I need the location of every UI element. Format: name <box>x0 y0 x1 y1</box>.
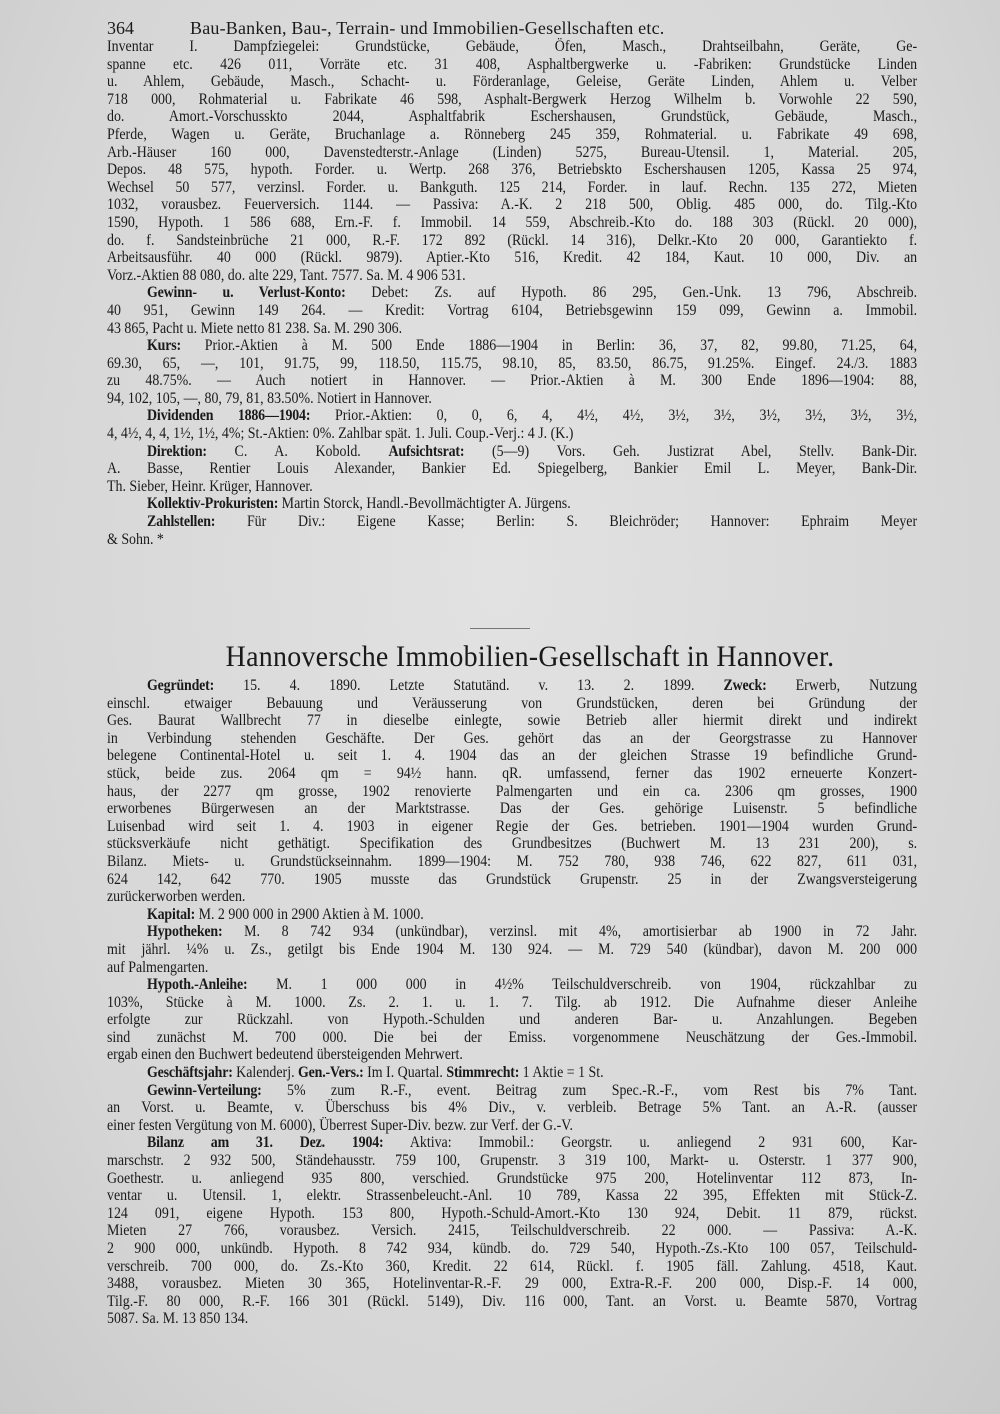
text-run: Kalenderj. <box>232 1064 299 1082</box>
text-line <box>107 1310 917 1328</box>
text-line <box>107 513 917 531</box>
text-run: Aktiva: Immobil.: Georgstr. u. anliegend 2 931 600, Kar- <box>383 1134 918 1152</box>
text-run: 1032, vorausbez. Feuerversich. 1144. — Passiva: A.-K. 2 218 500, Oblig. 485 000, do. Tilg.-Kto <box>107 196 918 214</box>
text-line <box>107 853 917 871</box>
text-line <box>107 355 917 373</box>
text-line <box>107 372 917 390</box>
section-label: Geschäftsjahr: <box>147 1064 233 1082</box>
section-label: Gewinn- u. Verlust-Konto: <box>147 284 346 302</box>
text-line <box>107 38 917 56</box>
text-run: verschreib. 700 000, do. Zs.-Kto 360, Kredit. 22 614, Rückl. f. 1905 fäll. Zahlung. 4518, Kaut. <box>107 1257 918 1275</box>
text-run: Im I. Quartal. <box>363 1064 447 1082</box>
company-entry <box>107 677 917 1328</box>
text-line <box>107 1152 917 1170</box>
text-line <box>107 765 917 783</box>
text-run: erfolgte zur Rückzahl. von Hypoth.-Schulden und anderen Bar- u. Anzahlungen. Begeben <box>107 1011 918 1029</box>
text-run: u. Ahlem, Gebäude, Masch., Schacht- u. Förderanlage, Geleise, Geräte Linden, Ahlem u. Velber <box>107 73 918 91</box>
text-run: ergab einen den Buchwert bedeutend übersteigenden Mehrwert. <box>107 1046 463 1064</box>
text-line <box>107 495 917 513</box>
text-run: 94, 102, 105, —, 80, 79, 81, 83.50%. Notiert in Hannover. <box>107 389 432 407</box>
text-run: 2 900 000, unkündb. Hypoth. 8 742 934, kündb. do. 729 540, Hypoth.-Zs.-Kto 100 057, Teilschuld- <box>107 1240 918 1257</box>
text-line <box>107 249 917 267</box>
text-run: 3488, vorausbez. Mieten 30 365, Hotelinventar-R.-F. 29 000, Extra-R.-F. 200 000, Disp.-F. 14 000, <box>107 1275 918 1293</box>
text-run: an Vorst. u. Beamte, v. Überschuss bis 4% Div., v. verbleib. Betrage 5% Tant. an A.-R. (ausser <box>107 1099 918 1117</box>
text-line <box>107 677 917 695</box>
text-line <box>107 1134 917 1152</box>
paragraph <box>107 284 917 337</box>
text-run: M. 8 742 934 (unkündbar), verzinsl. mit 4%, amortisierbar ab 1900 in 72 Jahr. <box>222 923 918 941</box>
text-line <box>107 443 917 461</box>
text-run: 40 951, Gewinn 149 264. — Kredit: Vortrag 6104, Betriebsgewinn 159 099, Gewinn a. Immobil. <box>107 301 918 319</box>
text-line <box>107 783 917 801</box>
text-run: do. f. Sandsteinbrüche 21 000, R.-F. 172 892 (Rückl. 14 316), Delkr.-Kto 20 000, Garantiekto f. <box>107 231 918 249</box>
text-run: sind zunächst M. 700 000. Die bei der Emiss. vorgenommene Neuschätzung der Ges.-Immobil. <box>107 1028 918 1046</box>
section-label: Gegründet: <box>147 677 215 694</box>
text-run: 43 865, Pacht u. Miete netto 81 238. Sa. M. 290 306. <box>107 319 403 337</box>
text-run: spanne etc. 426 011, Vorräte etc. 31 408, Asphaltbergwerke u. -Fabriken: Grundstücke Linden <box>107 55 918 73</box>
paragraph <box>107 923 917 976</box>
text-run: Ges. Baurat Wallbrecht 77 in dieselbe einlegte, sowie Betrieb aller hiermit direkt und indirekt <box>107 712 918 730</box>
text-run: mit jährl. ¼% u. Zs., getilgt bis Ende 1904 M. 130 924. — M. 729 540 (kündbar), davon M. 200 000 <box>107 940 918 958</box>
text-run: einer festen Vergütung von M. 6000), Überrest Super-Div. bezw. zur Verf. der G.-V. <box>107 1116 573 1134</box>
text-run: 4, 4½, 4, 4, 1½, 1½, 4%; St.-Aktien: 0%. Zahlbar spät. 1. Juli. Coup.-Verj.: 4 J. (K.) <box>107 425 574 443</box>
text-line <box>107 800 917 818</box>
text-run: Martin Storck, Handl.-Bevollmächtigter A. Jürgens. <box>278 495 571 513</box>
text-run: Tilg.-F. 80 000, R.-F. 166 301 (Rückl. 5149), Div. 116 000, Tant. an Vorst. u. Beamte 5870, Vortrag <box>107 1292 918 1310</box>
text-run: Prior.-Aktien: 0, 0, 6, 4, 4½, 4½, 3½, 3½, 3½, 3½, 3½, 3½, <box>310 407 918 425</box>
text-line <box>107 1029 917 1047</box>
text-line <box>107 1082 917 1100</box>
section-label: Aufsichtsrat: <box>388 442 465 460</box>
text-line <box>107 390 917 408</box>
text-line <box>107 994 917 1012</box>
section-label: Hypoth.-Anleihe: <box>147 976 248 994</box>
paragraph <box>107 443 917 496</box>
text-run: einschl. etwaiger Bebauung und Veräusserung von Grundstücken, deren bei Gründung der <box>107 694 918 712</box>
section-label: Stimmrecht: <box>446 1064 520 1082</box>
text-run: A. Basse, Rentier Louis Alexander, Bankier Ed. Spiegelberg, Bankier Emil L. Meyer, Bank-Dir. <box>107 460 918 478</box>
text-run: Goethestr. u. anliegend 935 800, verschied. Grundstücke 975 200, Hotelinventar 112 873, In- <box>107 1169 918 1187</box>
paragraph <box>107 38 917 284</box>
text-line <box>107 232 917 250</box>
text-run: Arbeitsausführ. 40 000 (Rückl. 9879). Aptier.-Kto 516, Kredit. 42 184, Kaut. 10 000, Div. an <box>107 249 918 267</box>
paragraph <box>107 906 917 924</box>
text-run: auf Palmengarten. <box>107 958 209 976</box>
text-run: Arb.-Häuser 160 000, Davenstedterstr.-Anlage (Linden) 5275, Bureau-Utensil. 1, Material. 205, <box>107 143 918 161</box>
text-line <box>107 1240 917 1258</box>
text-line <box>107 108 917 126</box>
text-line <box>107 818 917 836</box>
text-run: (5—9) Vors. Geh. Justizrat Abel, Stellv. Bank-Dir. <box>464 442 918 460</box>
paragraph <box>107 407 917 442</box>
text-line <box>107 267 917 285</box>
text-run: Depos. 48 575, hypoth. Forder. u. Wertp. 268 376, Betriebskto Eschershausen 1205, Kassa 25 974, <box>107 161 918 179</box>
text-run: Debet: Zs. auf Hypoth. 86 295, Gen.-Unk. 13 796, Abschreib. <box>345 284 918 302</box>
text-run: Luisenbad wird seit 1. 4. 1903 in eigener Regie der Ges. betrieben. 1901—1904 wurden Grund- <box>107 817 918 835</box>
text-line <box>107 1011 917 1029</box>
text-line <box>107 161 917 179</box>
section-label: Bilanz am 31. Dez. 1904: <box>147 1134 384 1152</box>
text-run: haus, der 2277 qm grosse, 1902 renovierte Palmengarten und ein ca. 2306 qm grosses, 1900 <box>107 782 918 800</box>
text-line <box>107 1275 917 1293</box>
text-run: zu 48.75%. — Auch notiert in Hannover. — Prior.-Aktien à M. 300 Ende 1896—1904: 88, <box>107 372 918 390</box>
text-run: Für Div.: Eigene Kasse; Berlin: S. Bleichröder; Hannover: Ephraim Meyer <box>215 513 918 531</box>
paragraph <box>107 1134 917 1328</box>
section-label: Direktion: <box>147 442 207 460</box>
text-line <box>107 923 917 941</box>
text-run: Erwerb, Nutzung <box>766 677 918 694</box>
text-line <box>107 1117 917 1135</box>
text-run: 5% zum R.-F., event. Beitrag zum Spec.-R.-F., vom Rest bis 7% Tant. <box>261 1081 918 1099</box>
text-run: 718 000, Rohmaterial u. Fabrikate 46 598, Asphalt-Bergwerk Herzog Wilhelm b. Vorwohle 22 590, <box>107 90 918 108</box>
text-line <box>107 196 917 214</box>
text-line <box>107 747 917 765</box>
text-line <box>107 337 917 355</box>
text-line <box>107 1046 917 1064</box>
text-line <box>107 695 917 713</box>
text-run: & Sohn. * <box>107 530 164 548</box>
text-line <box>107 959 917 977</box>
text-run: marschstr. 2 932 500, Ständehausstr. 759 100, Grupenstr. 3 319 100, Markt- u. Osterstr. 1 377 900, <box>107 1152 918 1170</box>
text-run: 103%, Stücke à M. 1000. Zs. 2. 1. u. 1. 7. Tilg. ab 1912. Die Aufnahme dieser Anleihe <box>107 993 918 1011</box>
text-run: Th. Sieber, Heinr. Krüger, Hannover. <box>107 477 313 495</box>
paragraph <box>107 1064 917 1082</box>
text-run: do. Amort.-Vorschusskto 2044, Asphaltfabrik Eschershausen, Grundstück, Gebäude, Masch., <box>107 108 918 126</box>
page-number: 364 <box>107 18 134 38</box>
text-line <box>107 460 917 478</box>
section-label: Hypotheken: <box>147 923 223 941</box>
text-line <box>107 531 917 549</box>
text-line <box>107 1293 917 1311</box>
text-line <box>107 144 917 162</box>
text-run: 69.30, 65, —, 101, 91.75, 99, 118.50, 115.75, 98.10, 85, 83.50, 86.75, 91.25%. Eingef. 24./3. 1883 <box>107 354 918 372</box>
text-run: 15. 4. 1890. Letzte Statutänd. v. 13. 2. 1899. <box>214 677 724 694</box>
section-label: Dividenden 1886—1904: <box>147 407 311 425</box>
text-line <box>107 1222 917 1240</box>
text-line <box>107 871 917 889</box>
text-run: M. 2 900 000 in 2900 Aktien à M. 1000. <box>195 905 424 923</box>
text-line <box>107 1099 917 1117</box>
text-run: Wechsel 50 577, verzinsl. Forder. u. Bankguth. 125 214, Forder. in lauf. Rechn. 135 272, Mieten <box>107 178 918 196</box>
text-line <box>107 284 917 302</box>
section-label: Kapital: <box>147 905 196 923</box>
text-run: Bilanz. Miets- u. Grundstückseinnahm. 1899—1904: M. 752 780, 938 746, 622 827, 611 031, <box>107 852 918 870</box>
previous-company-entry <box>107 38 917 548</box>
section-divider <box>470 628 530 629</box>
text-run: stücksverkäufe nicht gethätigt. Specifikation des Grundbesitzes (Buchwert M. 13 231 200), s. <box>107 835 918 853</box>
text-run: 1 Aktie = 1 St. <box>519 1064 604 1082</box>
text-line <box>107 407 917 425</box>
text-run: 1590, Hypoth. 1 586 688, Ern.-F. f. Immobil. 14 559, Abschreib.-Kto do. 188 303 (Rückl. 20 000), <box>107 213 918 231</box>
text-run: M. 1 000 000 in 4½% Teilschuldverschreib. von 1904, rückzahlbar zu <box>247 976 918 994</box>
text-run: belegene Continental-Hotel u. seit 1. 4. 1904 das an der gleichen Strasse 19 befindliche Grund- <box>107 747 918 765</box>
text-line <box>107 712 917 730</box>
section-label: Zahlstellen: <box>147 513 216 531</box>
paragraph <box>107 1082 917 1135</box>
text-run: Vorz.-Aktien 88 080, do. alte 229, Tant. 7577. Sa. M. 4 906 531. <box>107 266 466 284</box>
running-title: Bau-Banken, Bau-, Terrain- und Immobilien-Gesellschaften etc. <box>190 18 665 38</box>
paragraph <box>107 976 917 1064</box>
section-label: Zweck: <box>723 677 767 694</box>
text-run: 124 091, eigene Hypoth. 153 800, Hypoth.-Schuld-Amort.-Kto 130 924, Debit. 11 879, rückst. <box>107 1204 918 1222</box>
text-run: ventar u. Utensil. 1, elektr. Strassenbeleucht.-Anl. 10 789, Kassa 22 395, Effekten mit Stück-Z. <box>107 1187 918 1205</box>
section-label: Kollektiv-Prokuristen: <box>147 495 279 513</box>
text-run: Prior.-Aktien à M. 500 Ende 1886—1904 in Berlin: 36, 37, 82, 99.80, 71.25, 64, <box>180 337 918 355</box>
text-line <box>107 730 917 748</box>
text-line <box>107 1170 917 1188</box>
text-run: Mieten 27 766, vorausbez. Versich. 2415, Teilschuldverschreib. 22 000. — Passiva: A.-K. <box>107 1222 918 1240</box>
company-heading: Hannoversche Immobilien-Gesellschaft in Hannover. <box>225 640 835 673</box>
text-run: erworbenes Bürgerwesen an der Marktstrasse. Das der Ges. gehörige Luisenstr. 5 befindliche <box>107 800 918 818</box>
text-line <box>107 320 917 338</box>
text-line <box>107 56 917 74</box>
text-line <box>107 1258 917 1276</box>
text-line <box>107 1205 917 1223</box>
paragraph <box>107 495 917 513</box>
text-line <box>107 214 917 232</box>
section-label: Gen.-Vers.: <box>298 1064 364 1082</box>
text-line <box>107 126 917 144</box>
text-line <box>107 835 917 853</box>
text-run: zurückerworben werden. <box>107 888 246 906</box>
paragraph <box>107 677 917 906</box>
text-line <box>107 906 917 924</box>
text-run: 5087. Sa. M. 13 850 134. <box>107 1310 249 1328</box>
text-run: 624 142, 642 770. 1905 musste das Grundstück Grupenstr. 25 in der Zwangsversteigerung <box>107 870 918 888</box>
text-line <box>107 179 917 197</box>
text-line <box>107 302 917 320</box>
paragraph <box>107 337 917 407</box>
text-line <box>107 478 917 496</box>
text-run: in Verbindung stehenden Geschäfte. Der Ges. gehört das an der Georgstrasse zu Hannover <box>107 729 918 747</box>
text-run: Pferde, Wagen u. Geräte, Bruchanlage a. Rönneberg 245 359, Rohmaterial. u. Fabrikate 49 698, <box>107 125 918 143</box>
text-line <box>107 976 917 994</box>
text-line <box>107 73 917 91</box>
text-line <box>107 1064 917 1082</box>
text-run: C. A. Kobold. <box>206 442 389 460</box>
text-line <box>107 1187 917 1205</box>
section-label: Kurs: <box>147 337 181 355</box>
text-line <box>107 888 917 906</box>
section-label: Gewinn-Verteilung: <box>147 1081 262 1099</box>
text-line <box>107 941 917 959</box>
paragraph <box>107 513 917 548</box>
text-line <box>107 91 917 109</box>
text-line <box>107 425 917 443</box>
text-run: Inventar I. Dampfziegelei: Grundstücke, Gebäude, Öfen, Masch., Drahtseilbahn, Geräte, Ge- <box>107 38 918 55</box>
text-run: stück, beide zus. 2064 qm = 94½ hann. qR. umfassend, ferner das 1902 erneuerte Konzert- <box>107 764 918 782</box>
